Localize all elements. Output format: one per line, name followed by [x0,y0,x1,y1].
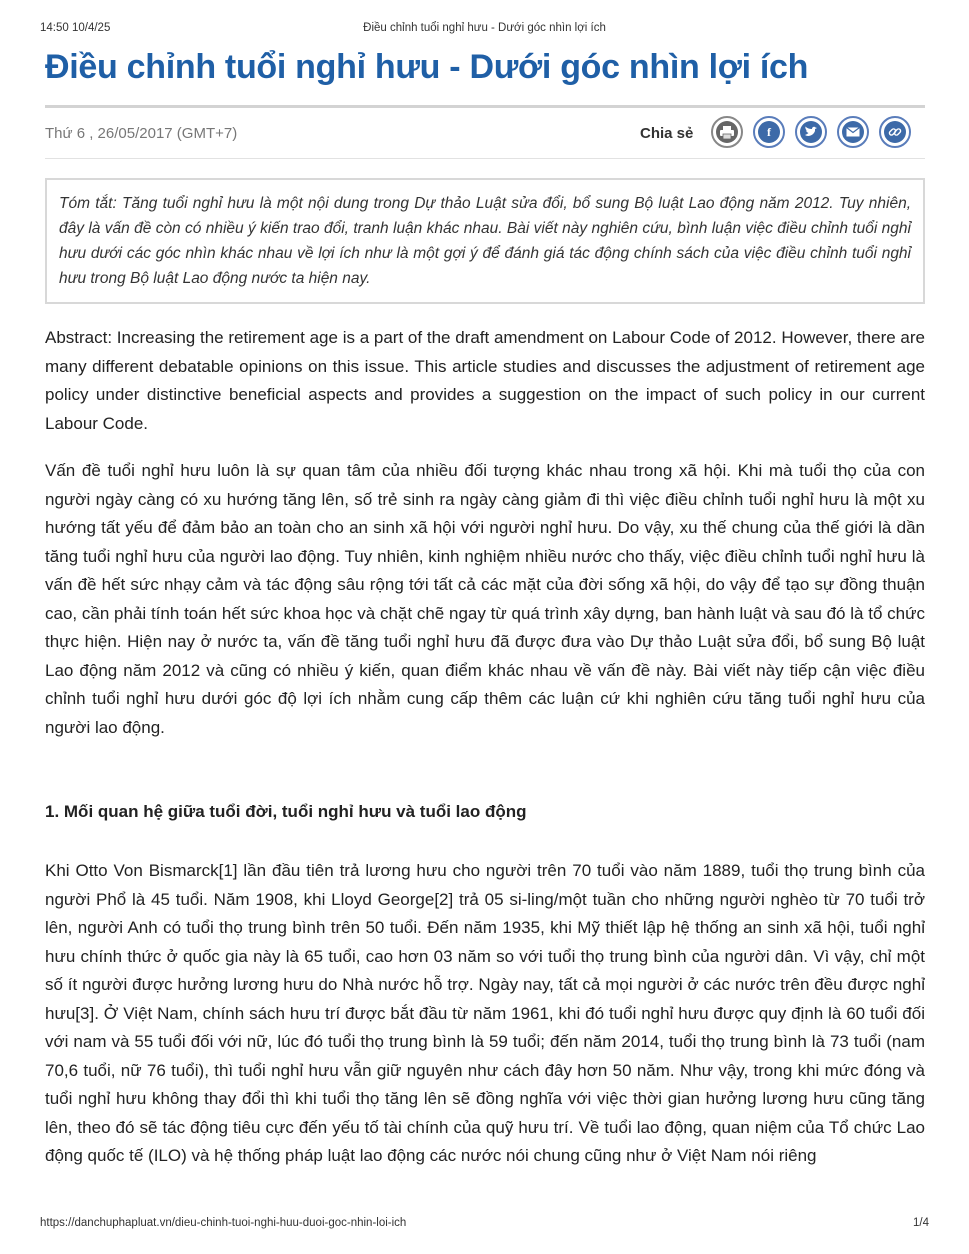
print-url: https://danchuphapluat.vn/dieu-chinh-tuoi-nghi-huu-duoi-goc-nhin-loi-ich [40,1217,407,1229]
facebook-icon: f [758,121,780,143]
page-number: 1/4 [913,1217,929,1229]
twitter-icon [800,121,822,143]
link-icon [884,121,906,143]
section-1-paragraph: Khi Otto Von Bismarck[1] lần đầu tiên trả lương hưu cho người trên 70 tuổi vào năm 1889, tuổi thọ trung bình của người Phổ là 45 tuổi. Năm 1908, khi Lloyd George[2] trả 05 si-ling/một tuần cho những người nghèo từ 70 tuổi trở lên, người Anh có tuổi thọ trung bình trên 50 tuổi. Đến năm 1935, khi Mỹ thiết lập hệ thống an sinh xã hội, tuổi nghỉ hưu chính thức ở quốc gia này là 65 tuổi, cao hơn 03 năm so với tuổi thọ trung bình của người dân. Vì vậy, chỉ một số ít người được hưởng lương hưu do Nhà nước hỗ trợ. Ngày nay, tất cả mọi người ở các nước trên đều được nghỉ hưu[3]. Ở Việt Nam, chính sách hưu trí được bắt đầu từ năm 1961, khi đó tuổi nghỉ hưu được quy định là 60 tuổi đối với nam và 55 tuổi đối với nữ, lúc đó tuổi thọ trung bình là 59 tuổi; đến năm 2014, tuổi thọ trung bình là 73 tuổi (nam 70,6 tuổi, nữ 76 tuổi), thì tuổi nghỉ hưu vẫn giữ nguyên như cách đây hơn 50 năm. Như vậy, trong khi mức đóng và tuổi nghỉ hưu không thay đổi thì khi tuổi thọ tăng lên sẽ đồng nghĩa với việc thời gian hưởng lương hưu cũng tăng lên, theo đó sẽ tác động tiêu cực đến yếu tố tài chính của quỹ hưu trí. Về tuổi lao động, quan niệm của Tổ chức Lao động quốc tế (ILO) và hệ thống pháp luật lao động các nước nói chung cũng như ở Việt Nam nói riêng [45,861,925,1165]
abstract-text: Abstract: Increasing the retirement age is a part of the draft amendment on Labour Code of 2012. However, there are many different debatable opinions on this issue. This article studies and discusses the adjustment of retirement age policy under distinctive beneficial aspects and provides a suggestion on the impact of such policy in our current Labour Code. [45,328,925,433]
email-share-button[interactable] [837,116,869,148]
header-divider [45,158,925,159]
title-divider [45,105,925,108]
print-document-title: Điều chỉnh tuổi nghỉ hưu - Dưới góc nhìn lợi ích [363,22,606,34]
copy-link-button[interactable] [879,116,911,148]
facebook-share-button[interactable] [753,116,785,148]
article-date: Thứ 6 , 26/05/2017 (GMT+7) [45,125,238,142]
summary-box [45,178,925,304]
intro-paragraph-block [45,457,925,742]
print-header [0,22,969,38]
twitter-share-button[interactable] [795,116,827,148]
share-label: Chia sẻ [640,125,694,142]
section-heading-block [45,799,925,825]
summary-text: Tóm tắt: Tăng tuổi nghỉ hưu là một nội dung trong Dự thảo Luật sửa đổi, bổ sung Bộ luật Lao động năm 2012. Tuy nhiên, đây là vấn đề còn có nhiều ý kiến trao đổi, tranh luận khác nhau. Bài viết này nghiên cứu, bình luận việc điều chỉnh tuổi nghỉ hưu dưới các góc nhìn khác nhau về lợi ích như là một gợi ý để đánh giá tác động chính sách của việc điều chỉnh tuổi nghỉ hưu trong Bộ luật Lao động nước ta hiện nay. [59,195,911,287]
article-title: Điều chỉnh tuổi nghỉ hưu - Dưới góc nhìn lợi ích [45,48,809,86]
section-1-paragraph-block [45,857,925,1171]
abstract-block [45,324,925,438]
print-button[interactable] [711,116,743,148]
email-icon [842,121,864,143]
intro-paragraph: Vấn đề tuổi nghỉ hưu luôn là sự quan tâm của nhiều đối tượng khác nhau trong xã hội. Khi mà tuổi thọ của con người ngày càng có xu hướng tăng lên, số trẻ sinh ra ngày càng giảm đi thì việc điều chỉnh tuổi nghỉ hưu là một xu hướng tất yếu để đảm bảo an toàn cho an sinh xã hội với người nghỉ hưu. Do vậy, xu thế chung của thế giới là dần tăng tuổi nghỉ hưu của người lao động. Tuy nhiên, kinh nghiệm nhiều nước cho thấy, việc điều chỉnh tuổi nghỉ hưu là vấn đề hết sức nhạy cảm và tác động sâu rộng tới tất cả các mặt của đời sống xã hội, do vậy để tạo sự đồng thuận cao, cần phải tính toán hết sức khoa học và chặt chẽ ngay từ quá trình xây dựng, ban hành luật và sau đó là tổ chức thực hiện. Hiện nay ở nước ta, vấn đề tăng tuổi nghỉ hưu đã được đưa vào Dự thảo Luật sửa đổi, bổ sung Bộ luật Lao động năm 2012 và cũng có nhiều ý kiến, quan điểm khác nhau về vấn đề này. Bài viết này tiếp cận việc điều chỉnh tuổi nghỉ hưu dưới góc độ lợi ích nhằm cung cấp thêm các luận cứ khi nghiên cứu tăng tuổi nghỉ hưu của người lao động. [45,461,925,737]
section-1-heading: 1. Mối quan hệ giữa tuổi đời, tuổi nghỉ hưu và tuổi lao động [45,802,527,821]
print-icon [716,121,738,143]
print-footer [0,1217,969,1233]
print-timestamp: 14:50 10/4/25 [40,22,111,34]
